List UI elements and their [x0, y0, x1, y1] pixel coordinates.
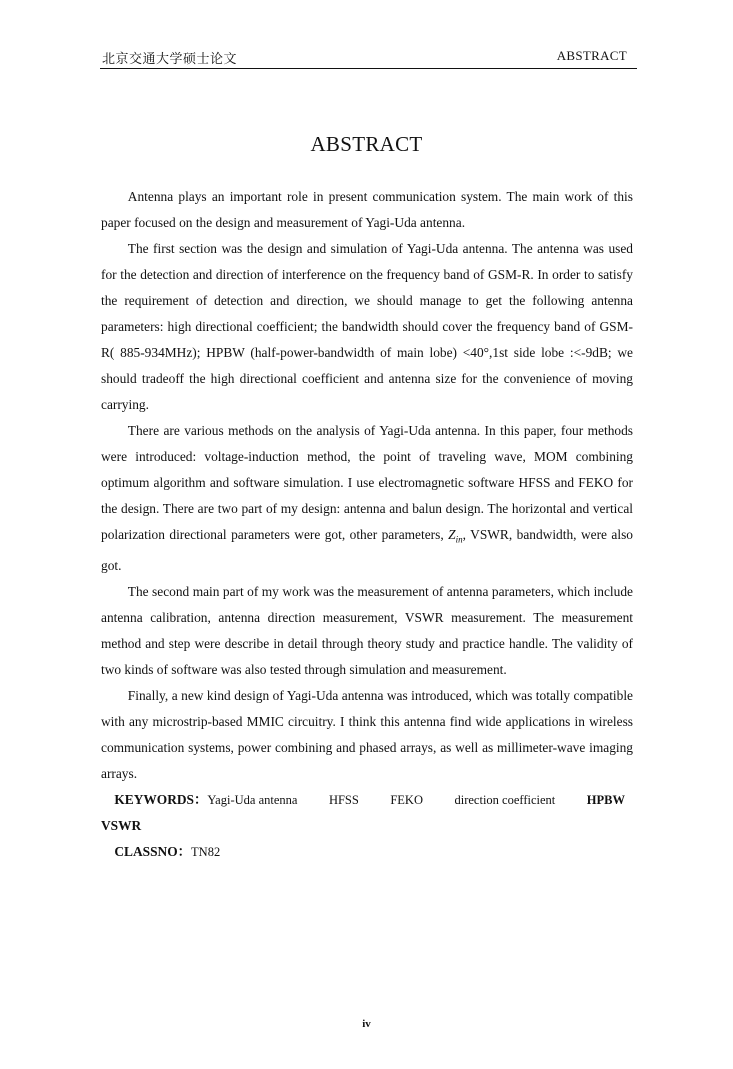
header-section: ABSTRACT [556, 48, 627, 63]
keywords-label: KEYWORDS： [114, 791, 208, 807]
keyword-item: direction coefficient [454, 792, 556, 807]
keyword-item: Yagi-Uda antenna [207, 792, 298, 807]
keywords-group [114, 787, 297, 813]
running-header [100, 48, 637, 69]
classno-label: CLASSNO： [114, 843, 192, 859]
paragraph-3-text: There are various methods on the analysis of Yagi-Uda antenna. In this paper, four methods were introduced: voltage-induction method, the point of traveling wave, MOM combining optimum algorithm and software simulation. I use electromagnetic software HFSS and FEKO for the design. There are two part of my design: antenna and balun design. The horizontal and vertical polarization directional parameters were got, other parameters, [101, 423, 633, 542]
header-university: 北京交通大学硕士论文 [102, 51, 238, 66]
page-number: iv [362, 1018, 371, 1030]
classno-line [101, 839, 633, 865]
classno-value: TN82 [191, 844, 221, 859]
paragraph-3-tail: , VSWR, bandwidth, were also got. [101, 527, 633, 573]
zin-symbol: $Z_{in}$ [448, 527, 463, 545]
paragraph-5: Finally, a new kind design of Yagi-Uda antenna was introduced, which was totally compatible with any microstrip-based MMIC circuitry. I think this antenna find wide applications in wireless communication systems, power combining and phased arrays, as well as millimeter-wave imaging arrays. [101, 687, 633, 781]
paragraph-1: Antenna plays an important role in present communication system. The main work of this paper focused on the design and measurement of Yagi-Uda antenna. [101, 189, 633, 230]
keyword-item: HFSS [328, 792, 359, 807]
keyword-item: HPBW [586, 792, 625, 807]
paragraph-3 [101, 418, 633, 579]
paragraph-2: The first section was the design and simulation of Yagi-Uda antenna. The antenna was used for the detection and direction of interference on the frequency band of GSM-R. In order to satisfy the requirement of detection and direction, we should manage to get the following antenna parameters: high directional coefficient; the bandwidth should cover the frequency band of GSM-R( 885-934MHz); HPBW (half-power-bandwidth of main lobe) <40°,1st side lobe :<-9dB; we should tradeoff the high directional coefficient and antenna size for the convenience of moving carrying. [101, 241, 633, 412]
zin-subscript: in [455, 534, 463, 545]
keyword-item: VSWR [101, 817, 142, 833]
keywords-continuation [101, 813, 633, 839]
keyword-item: FEKO [390, 792, 423, 807]
keywords-line [101, 787, 633, 813]
abstract-body [101, 184, 633, 865]
paragraph-4: The second main part of my work was the measurement of antenna parameters, which include antenna calibration, antenna direction measurement, VSWR measurement. The measurement method and step were describe in detail through theory study and practice handle. The validity of two kinds of software was also tested through simulation and measurement. [101, 583, 633, 677]
page-title: ABSTRACT [310, 132, 423, 156]
